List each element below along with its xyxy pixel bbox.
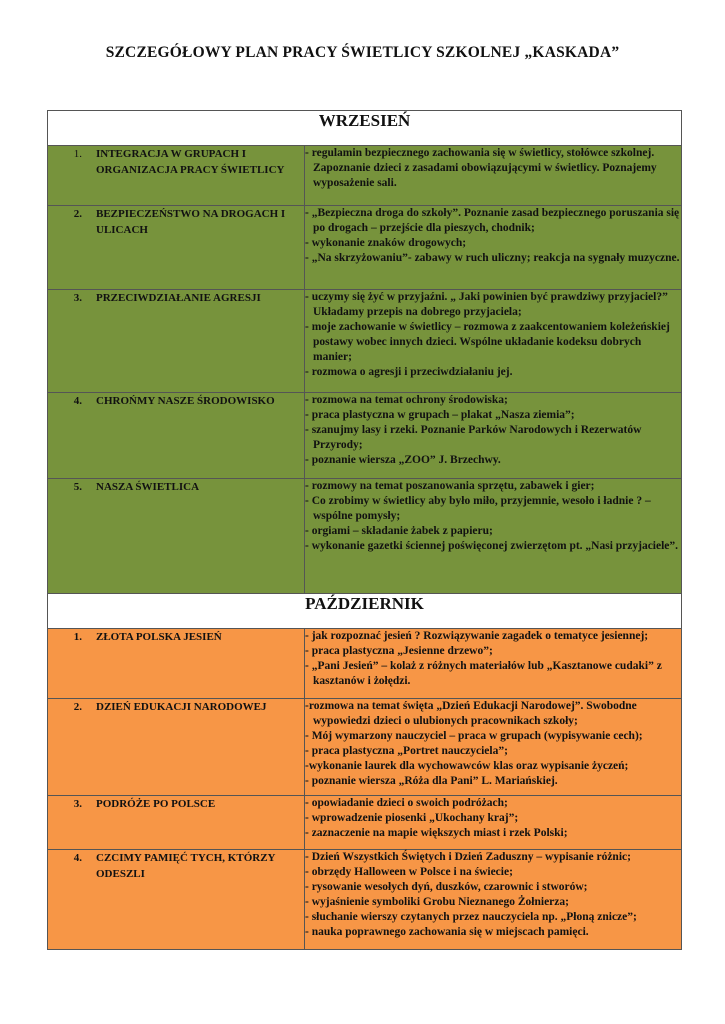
topic-title: NASZA ŚWIETLICA [96, 481, 200, 493]
activity-line: -wykonanie laurek dla wychowawców klas oraz wypisanie życzeń; [305, 760, 629, 772]
table-row [48, 629, 682, 699]
topic-title: CHROŃMY NASZE ŚRODOWISKO [96, 395, 275, 407]
activity-line: - Co zrobimy w świetlicy aby było miło, przyjemnie, wesoło i ładnie ? – wspólne pomysły; [305, 495, 651, 522]
table-row [48, 796, 682, 850]
activities-cell [305, 393, 682, 479]
topic-cell [48, 850, 305, 950]
topic-number: 4. [73, 395, 82, 407]
month-header-row [48, 111, 682, 146]
activities-cell [305, 290, 682, 393]
topic-cell [48, 290, 305, 393]
table-row [48, 393, 682, 479]
activity-line: - zaznaczenie na mapie większych miast i rzek Polski; [305, 827, 568, 839]
topic-cell [48, 699, 305, 796]
topic-number: 4. [73, 852, 82, 864]
table-row [48, 479, 682, 594]
activities-cell [305, 479, 682, 594]
month-heading: PAŹDZIERNIK [48, 594, 682, 629]
topic-title: PRZECIWDZIAŁANIE AGRESJI [96, 292, 261, 304]
activity-line: - rozmowa na temat ochrony środowiska; [305, 394, 508, 406]
activities-cell [305, 146, 682, 206]
activity-line: - szanujmy lasy i rzeki. Poznanie Parków Narodowych i Rezerwatów Przyrody; [305, 424, 642, 451]
topic-number: 5. [73, 481, 82, 493]
activity-line: - wykonanie gazetki ściennej poświęconej zwierzętom pt. „Nasi przyjaciele”. [305, 540, 679, 552]
activity-line: - poznanie wiersza „ZOO” J. Brzechwy. [305, 454, 501, 466]
activity-line: - moje zachowanie w świetlicy – rozmowa z zaakcentowaniem koleżeńskiej postawy wobec innych dzieci. Wspólne układanie kodeksu dobrych manier; [305, 321, 670, 363]
activity-line: - „Bezpieczna droga do szkoły”. Poznanie zasad bezpiecznego poruszania się po drogach – przejście dla pieszych, chodnik; [305, 207, 680, 234]
activity-line: - opowiadanie dzieci o swoich podróżach; [305, 797, 508, 809]
topic-cell [48, 146, 305, 206]
activity-line: - Dzień Wszystkich Świętych i Dzień Zaduszny – wypisanie różnic; [305, 851, 631, 863]
plan-table [47, 110, 682, 950]
topic-number: 2. [73, 208, 82, 220]
topic-number: 1. [73, 631, 82, 643]
activity-line: - uczymy się żyć w przyjaźni. „ Jaki powinien być prawdziwy przyjaciel?” Układamy przepis na dobrego przyjaciela; [305, 291, 668, 318]
activity-line: - praca plastyczna „Portret nauczyciela”; [305, 745, 508, 757]
activity-line: - „Pani Jesień” – kolaż z różnych materiałów lub „Kasztanowe cudaki” z kasztanów i żołędzi. [305, 660, 662, 687]
activities-cell [305, 796, 682, 850]
activity-line: - praca plastyczna w grupach – plakat „Nasza ziemia”; [305, 409, 575, 421]
topic-title: DZIEŃ EDUKACJI NARODOWEJ [96, 701, 267, 713]
topic-title: ZŁOTA POLSKA JESIEŃ [96, 631, 222, 643]
table-row [48, 699, 682, 796]
topic-cell [48, 796, 305, 850]
activity-line: - rozmowy na temat poszanowania sprzętu, zabawek i gier; [305, 480, 595, 492]
topic-number: 2. [73, 701, 82, 713]
activities-cell [305, 206, 682, 290]
activity-line: - jak rozpoznać jesień ? Rozwiązywanie zagadek o tematyce jesiennej; [305, 630, 649, 642]
month-header-row [48, 594, 682, 629]
activities-cell [305, 850, 682, 950]
table-row [48, 206, 682, 290]
activity-line: - rozmowa o agresji i przeciwdziałaniu jej. [305, 366, 513, 378]
topic-title: INTEGRACJA W GRUPACH I ORGANIZACJA PRACY ŚWIETLICY [96, 148, 285, 176]
table-row [48, 146, 682, 206]
table-row [48, 850, 682, 950]
table-row [48, 290, 682, 393]
topic-title: CZCIMY PAMIĘĆ TYCH, KTÓRZY ODESZLI [96, 852, 276, 880]
topic-cell [48, 393, 305, 479]
topic-cell [48, 479, 305, 594]
activities-cell [305, 629, 682, 699]
topic-title: BEZPIECZEŃSTWO NA DROGACH I ULICACH [96, 208, 286, 236]
activities-cell [305, 699, 682, 796]
topic-number: 3. [73, 798, 82, 810]
topic-cell [48, 629, 305, 699]
activity-line: - wykonanie znaków drogowych; [305, 237, 467, 249]
topic-number: 1. [73, 148, 82, 160]
document-title: SZCZEGÓŁOWY PLAN PRACY ŚWIETLICY SZKOLNEJ „KASKADA” [105, 44, 620, 61]
month-heading: WRZESIEŃ [48, 111, 682, 146]
topic-title: PODRÓŻE PO POLSCE [96, 798, 216, 810]
topic-cell [48, 206, 305, 290]
activity-line: - obrzędy Halloween w Polsce i na świecie; [305, 866, 513, 878]
activity-line: - słuchanie wierszy czytanych przez nauczyciela np. „Płoną znicze”; [305, 911, 637, 923]
activity-line: - nauka poprawnego zachowania się w miejscach pamięci. [305, 926, 589, 938]
activity-line: - orgiami – składanie żabek z papieru; [305, 525, 493, 537]
topic-number: 3. [73, 292, 82, 304]
activity-line: - regulamin bezpiecznego zachowania się w świetlicy, stołówce szkolnej. Zapoznanie dzieci z zasadami obowiązującymi w świetlicy. Poznajemy wyposażenie sali. [305, 147, 657, 189]
activity-line: - Mój wymarzony nauczyciel – praca w grupach (wypisywanie cech); [305, 730, 643, 742]
activity-line: - „Na skrzyżowaniu”- zabawy w ruch uliczny; reakcja na sygnały muzyczne. [305, 252, 680, 264]
activity-line: - wprowadzenie piosenki „Ukochany kraj”; [305, 812, 519, 824]
activity-line: - rysowanie wesołych dyń, duszków, czarownic i stworów; [305, 881, 588, 893]
activity-line: - wyjaśnienie symboliki Grobu Nieznanego Żołnierza; [305, 896, 569, 908]
activity-line: - poznanie wiersza „Róża dla Pani” L. Mariańskiej. [305, 775, 558, 787]
activity-line: -rozmowa na temat święta „Dzień Edukacji Narodowej”. Swobodne wypowiedzi dzieci o ulubionych pracownikach szkoły; [305, 700, 637, 727]
activity-line: - praca plastyczna „Jesienne drzewo”; [305, 645, 493, 657]
